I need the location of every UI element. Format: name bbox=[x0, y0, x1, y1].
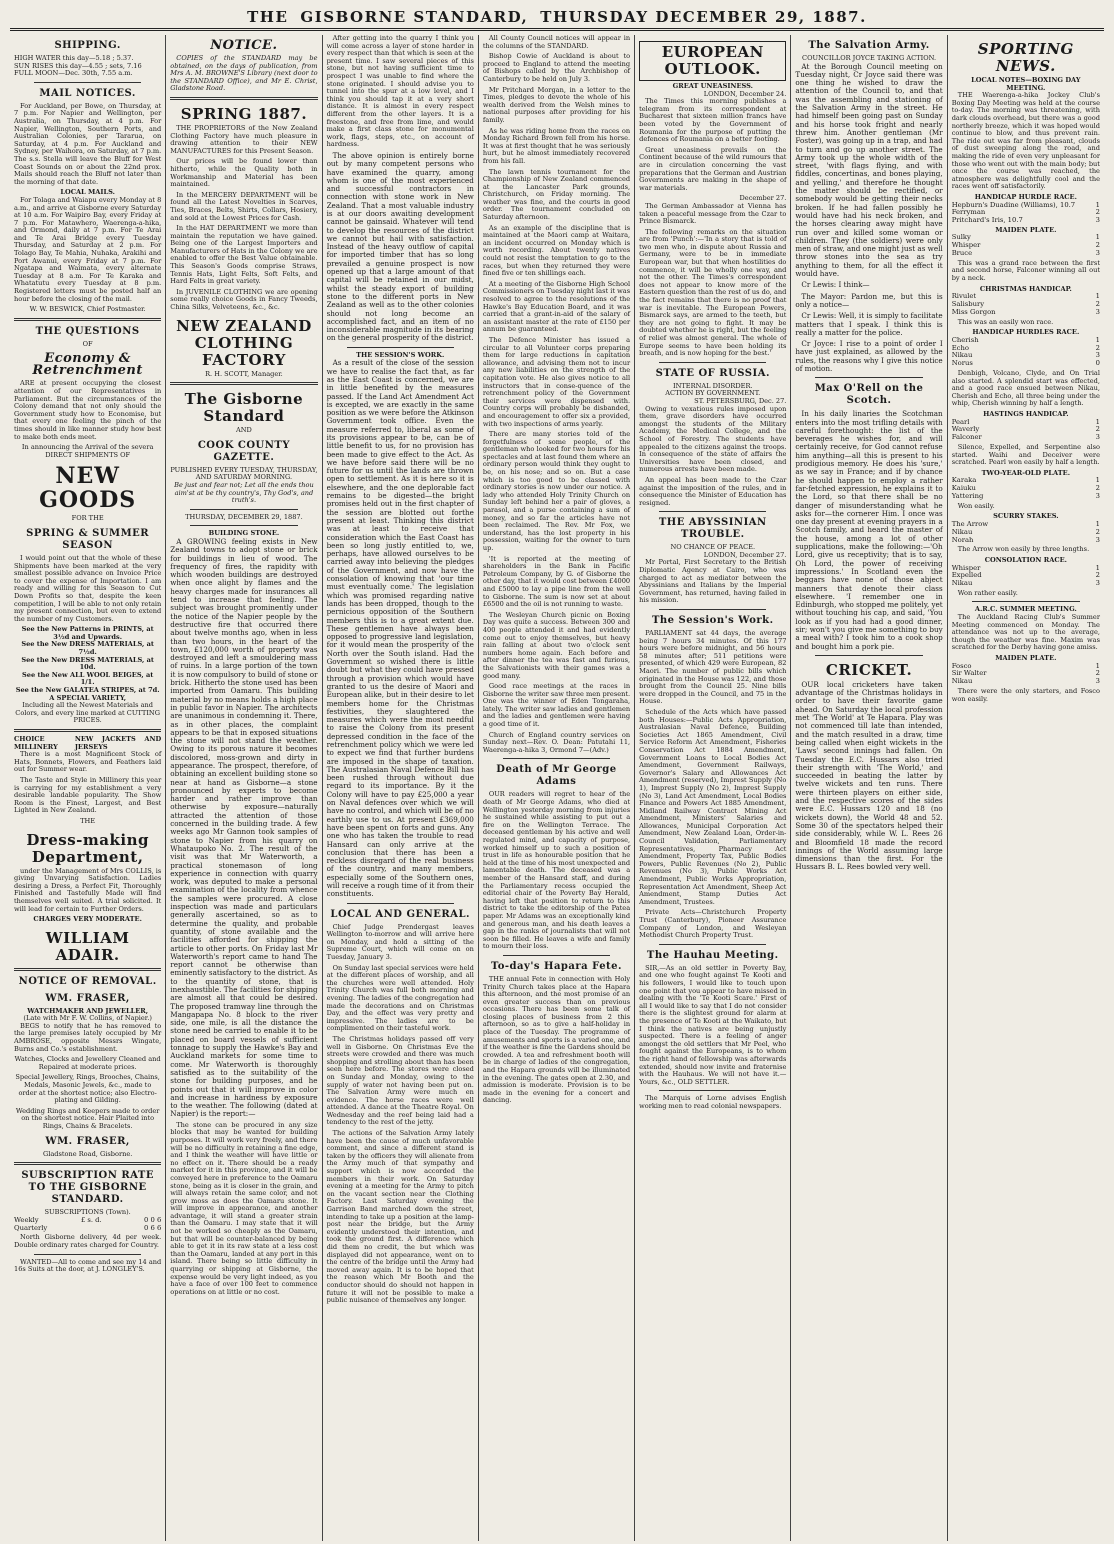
charges-line: CHARGES VERY MODERATE. bbox=[33, 915, 142, 924]
race-results bbox=[952, 202, 1100, 225]
local-item: Chief Judge Prendergast leaves Wellington to-morrow and will arrive here on Monday, and hold a sitting of the Supreme Court, which will come on on Tuesday, January 3. bbox=[326, 922, 474, 961]
stone-opinion: The above opinion is entirely borne out by many competent persons who have examined the quarry, among whom is one of the most experienced and successful contractors in connection with stone work in New Zealand. That a most valuable industry is at our doors awaiting development cannot be gainsaid. Whatever will tend to develop the resources of the district we cannot but hail with satisfaction. Instead of the heavy outflow of capital for imported timber that has so long prevailed a genuine prospect is now opened up that a large amount of that capital will be retained in our midst, whilst the steady export of building stone to the different ports in New Zealand as well as to the other colonies should not long become an accomplished fact, and an item of no inconsiderable magnitude in its bearing on the general prosperity of the district. bbox=[326, 150, 474, 343]
table-row: Ferryman 2 bbox=[951, 208, 1100, 217]
local-item: The actions of the Salvation Army lately have been the cause of much unfavorable comment, and since a different stand is taken by the officers they will alienate from the Army much of that sympathy and support which is now accorded the members in their work. On Saturday evening at a meeting for the Army to pitch on the vacant section near the Clothing Factory. Last Saturday evening the Garrison Band marched down the street, intending to take up a position at the lamp-post near the bridge, but the Army evidently understood their intention, and took the ground first. A difference which did them no credit, the but which was displayed did not appearance, went on to the centre of the bridge until the Army had moved away again. It is to be hoped that the reason which Mr Booth and the conductor should do should not happen in future it will not be possible to make a public nuisance of themselves any longer. bbox=[326, 1129, 474, 1305]
local-item: The lawn tennis tournament for the Championship of New Zealand commenced at the Lancaster Park grounds, Christchurch, on Friday morning. The weather was fine, and the courts in good order. The tournament concluded on Saturday afternoon. bbox=[482, 167, 631, 222]
race-heading: HANDICAP HURDLES RACE. bbox=[972, 328, 1080, 337]
dress-line: See the New DRESS MATERIALS, at 7½d. bbox=[21, 640, 154, 657]
wool-line: See the New ALL WOOL BEIGES, at 1/1. bbox=[22, 670, 154, 687]
local-item: Mr Pritchard Morgan, in a letter to the Times, pledges to devote the whole of his wealth derived from the Welsh mines to national purposes after providing for his family. bbox=[482, 85, 631, 124]
factory-text: In JUVENILE CLOTHING we are opening some really choice Goods in Fancy Tweeds, China Silks, Velveteens, &c., &c. bbox=[170, 287, 318, 312]
cricket-text: OUR local cricketers have taken advantage of the Christmas holidays in order to have their favorite game ahead. On Saturday the local profession met 'The World' at Te Hapara. Play was not commenced till late than intended, and the match resulted in a draw, time being called when eight wickets in the 'Laws' second innings had fallen. On Tuesday the E.C. Hussars also tried their strength with 'The World,' and succeeded in beating the latter by twelve wickets and ten runs. There were thirteen players on either side, and the respective scores of the sides were E.C. Hussars 120 and 18 (no wickets down), the World 48 and 52. Some 30 of the spectators helped their side considerably, while W. L. Rees 26 and Bloomfield 18 made the record innings of the World assuming large dimensions than the first. For the Hussars B. L. Rees bowled very well. bbox=[795, 679, 943, 872]
new-jackets: NEW JACKETS AND JERSEYS bbox=[74, 735, 162, 751]
session-article: As a result of the close of the session we have to realise the fact that, as far as the East Coast is concerned, we are in little benefited by the measures passed. If the Land Act Amendment Act is excepted, we are exactly in the same position as we were before the Atkinson Government took office. Even the measure referred to, liberal as some of its provisions appear to be, can be of little benefit to us, for no provision has been made to give effect to the Act. As we have before said there will be no future for us until the lands are thrown open to settlement. As it is here so it is elsewhere, and the one deplorable fact remains to be digested—the bright promises held out in the first chapter of the session are blotted out forthe present at least. Thinking this district was at least to receive that consideration which the East Coast has been so long justly entitled to, we, perhaps, have allowed ourselves to be carried away into believing the pledges of the Government, and now have the consolation of knowing that 'our time must eventually come.' The legislation which was promised regarding native lands has been dropped, though to the pernicious opposition of the Southern members this is to a great extent due. These gentlemen have always been opposed to progressive land legislation, for it would mean the prosperity of the North over the South island. Had the Government so wished there is little doubt but what they could have pressed through a provision which would have granted to us the desire of Maori and European alike, but in their desire to let members home for the Christmas festivities, they slaughtered the measures which were the most needful to raise the Colony from its present depressed condition in the face of the retrenchment policy which we were led to expect we find that further burdens are imposed in the shape of taxation. The Australasian Naval Defence Bill has been rushed through without due regard to its importance. By it the Colony will have to pay £25,000 a year on Naval defences over which we will have no control, and which will be of no earthly use to us. At present £369,000 have been spent on forts and guns. Any one who has taken the trouble to read Hansard can only arrive at the conclusion that there has been a reckless disregard of the real business of the country, and many members, especially some of the Southern ones, will receive a rough time of it from their constituents. bbox=[326, 358, 474, 899]
arc-heading: A.R.C. SUMMER MEETING. bbox=[974, 605, 1077, 614]
session-text: Schedule of the Acts which have passed both Houses:—Public Acts Appropriation, Australasian Naval Defence, Building Societies Act 1865 Amendment, Civil Service Reform Act Amendment, Fisheries Conservation Act 1884 Amendment, Government Loans to Local Bodies Act Amendment, Government Railways, Governor's Salary and Allowances Act Amendment (reserved), Imprest Supply (No 1), Imprest Supply (No 2), Imprest Supply (No 3), Land Act Amendment, Local Bodies Finance and Powers Act 1885 Amendment, Midland Railway Contract Mining Act Amendment, Ministers' Salaries and Allowances, Municipal Corporation Act Amendment, New Zealand Loan, Order-in-Council Validation, Parliamentary Representatives, Pharmacy Act Amendment, Property Tax, Public Bodies Powers, Public Revenues (No 2), Public Revenues (No 3), Public Works Act Amendment, Public Works Appropriation, Representation Act Amendment, Sheep Act Amendment, Stamp Duties Act Amendment, Trustees. bbox=[639, 707, 787, 906]
table-row: Sulky 1 bbox=[951, 233, 1100, 242]
hauhau-heading: The Hauhau Meeting. bbox=[646, 949, 779, 961]
hauhau-letter: SIR,—As an old settler in Poverty Bay, and one who fought against Te Kooti and his followers, I would like to touch upon one point that you appear to have missed in dealing with the 'Te Kooti Scare.' First of all I would like to say that I do not consider there is the slightest ground for alarm at the presence of Te Kooti at the Waikato, but I think the natives are being unjustly suspected. There is a feeling of anger amongst the old settlers that Mr Peel, who fought against the Europeans, is to whom the right hand of fellowship was afterwards extended, should now invite and fraternise with the Hauhaus. We will not have it.—Yours, &c., OLD SETTLER. bbox=[639, 963, 787, 1086]
mail-text: For Auckland, per Bowe, on Thursday, at 7 p.m. For Napier and Wellington, per Australia, on Thursday, at 4 p.m. For Napier, Wellington, Southern Ports, and Australian Colonies, per Tararua, on Saturday, at 4 p.m. For Auckland and Sydney, per Waihora, on Saturday, at 7 p.m. The s.s. Stella will leave the Bluff for West Coast Sounds on or about the 22nd prox. Mails should reach the Bluff not later than the morning of that date. bbox=[14, 101, 162, 186]
gladstone-line: Gladstone Road, Gisborne. bbox=[42, 1149, 133, 1158]
dateline: ST. PETERSBURG, Dec. 27. bbox=[694, 396, 787, 405]
race-note: Won rather easily. bbox=[957, 588, 1018, 597]
local-item: 'It is reported at the meeting of shareholders in the Bank in Pacific Petroleum Company, by G. of Gisborne the other day, that it would cost between £4000 and £5000 to lay a pipe line from the well to Gisborne. The sum is now set at about £6500 and the oil is not running to waste. bbox=[482, 554, 631, 609]
column-7 bbox=[948, 35, 1104, 1541]
race-results bbox=[952, 419, 1100, 442]
stone-report-cont: After getting into the quarry I think you will come across a layer of stone harder in every respect than that which is seen at the present time. I saw several pieces of this stone, but not having sufficient time to prospect I was unable to find where the stone originated. I should advise you to tunnel into the spur at a low level, and I think you should tap it at a very short distance. It is almost in every respect different from the other layers. It is a freestone, and free from lime, and would make a first class stone for monumental work, flags, steps, etc., on account of hardness. bbox=[326, 35, 474, 149]
subscription-terms: SUBSCRIPTIONS (Town). bbox=[44, 1208, 131, 1217]
table-row: Nikau 2 bbox=[951, 527, 1100, 536]
lorne-note: The Marquis of Lorne advises English working men to read colonial newspapers. bbox=[639, 1094, 787, 1110]
column-1 bbox=[10, 35, 166, 1541]
motto: Be just and fear not; Let all the ends thou aim'st at be thy country's, Thy God's, and truth's. bbox=[174, 481, 314, 505]
table-row: Cherish 1 bbox=[951, 335, 1100, 344]
table-row: Salisbury 2 bbox=[951, 300, 1100, 309]
table-row: Karaka 1 bbox=[951, 476, 1100, 485]
masthead-title: GISBORNE STANDARD, bbox=[300, 8, 529, 26]
race-results bbox=[952, 565, 1100, 588]
watchmaker-line: WATCHMAKER AND JEWELLER, bbox=[27, 1006, 149, 1015]
factory-text: THE PROPRIETORS of the New Zealand Clothing Factory have much pleasure in drawing attention to their NEW MANUFACTURES for this Present Season. bbox=[170, 123, 318, 155]
table-row: The Arrow 1 bbox=[951, 519, 1100, 528]
local-mails-text: For Tolaga and Waiapu every Monday at 8 a.m., and arrive at Gisborne every Saturday at 10 a.m. For Waipiro Bay, every Friday at 7 p.m. For Matawhero, Waerenga-a-hika, and Ormond, daily at 7 p.m. For Te Arai and Te Arai Bridge every Tuesday Thursday, and Saturday at 2 p.m. For Tolago Bay, Te Mahia, Nuhaka, Arakihi and Port Awanui, every Friday at 7 p.m. For Ngatapa and Waimata, every alternate Tuesday at 8 a.m. For Te Karaka and Whatatutu every Tuesday at 8 p.m. Registered letters must be posted half an hour before the closing of the mail. bbox=[14, 195, 162, 303]
choice-millinery: CHOICE MILLINERY bbox=[14, 735, 58, 751]
local-item: All County Council notices will appear in the columns of the STANDARD. bbox=[482, 35, 631, 50]
local-item: Good race meetings at the races in Gisborne the writer saw three men present. One was the winner of Eden Tongaraha, lately. The writer saw ladies and gentlemen and the ladies and gentlemen were having a good time of it. bbox=[482, 682, 631, 729]
sporting-text: THE Waerenga-a-hika Jockey Club's Boxing Day Meeting was held at the course to-day. The morning was threatening, with dark clouds overhead, but there was a good northerly breeze, which it was hoped would continue to blow, and thus prevent rain. The ride out was far from pleasant, clouds of dust sweeping along the road, and making the ride of even very unpleasant for those who went out with the main body; but once the course was reached, the atmosphere was delightfully cool and the races went off satisfactorily. bbox=[951, 91, 1100, 191]
fraser-heading: WM. FRASER, bbox=[45, 992, 130, 1004]
table-row: Waverly 2 bbox=[951, 425, 1100, 434]
local-item: As an example of the discipline that is maintained at the Maori camp at Waitara, an incident occurred on Monday which is worth recording. About twenty natives could not resist the temptation to go to the races, but when they returned they were fined five or ten shillings each. bbox=[482, 223, 631, 278]
wedding-text: Wedding Rings and Keepers made to order on the shortest notice. Hair Plaited into Rings, Chains & Bracelets. bbox=[15, 1106, 160, 1130]
uneasiness-subhead: GREAT UNEASINESS. bbox=[672, 82, 753, 90]
removal-heading: NOTICE OF REMOVAL. bbox=[18, 975, 157, 987]
local-notes-subhead: LOCAL NOTES—BOXING DAY MEETING. bbox=[971, 76, 1081, 92]
race-heading: MAIDEN PLATE. bbox=[995, 225, 1057, 234]
army-text: Cr Lewis: I think— bbox=[801, 280, 870, 290]
subscription-heading: SUBSCRIPTION RATE TO THE GISBORNE STANDARD. bbox=[21, 1170, 154, 1206]
outlook-text: The German Ambassador at Vienna has taken a peaceful message from the Czar to Prince Bismarck. bbox=[639, 201, 787, 226]
wanted-ad: WANTED—All to come and see my 14 and 16s Suits at the door, at J. LONGLEY'S. bbox=[14, 1257, 162, 1274]
local-item: The Wesleyan Church picnic on Boxing Day was quite a success. Between 300 and 400 people attended it and had evidently come out to enjoy themselves, but heavy rain falling at about two o'clock sent numbers home again. Each before and after dinner the tea was fast and furious, the Salvationists with their games was a good many. bbox=[482, 610, 631, 680]
race-note: This was a grand race between the first and second horse, Falconer winning all out by a neck. bbox=[951, 258, 1100, 283]
army-text: Cr Joyce: I rise to a point of order I have just explained, as allowed by the rules, the reasons why I give this notice of motion. bbox=[795, 339, 943, 373]
table-row: Norus 0 bbox=[951, 359, 1100, 368]
race-note: There were the only starters, and Fosco won easily. bbox=[951, 687, 1100, 703]
watches-text: Watches, Clocks and Jewellery Cleaned and Repaired at moderate prices. bbox=[14, 1055, 161, 1071]
column-4 bbox=[479, 35, 635, 1541]
local-item: On Sunday last special services were held at the different places of worship, and all the churches were well attended. Holy Trinity Church was full both morning and evening. The ladies of the congregation had made the decorations and on Christmas Day, and the effect was very pretty and impressive. The ladies are to be complimented on their tasteful work. bbox=[326, 963, 474, 1033]
race-note: Denbigh, Volcano, Clyde, and On Trial also started. A splendid start was effected, and a good race ensued between Nikau, Cherish and Echo, all three being under the whip, Cherish winning by half a length. bbox=[951, 369, 1100, 408]
table-row: Whisper 2 bbox=[951, 241, 1100, 250]
masthead bbox=[10, 6, 1104, 31]
table-row: Nikau 3 bbox=[951, 579, 1100, 588]
table-row: Pritchard's Iris, 10.7 3 bbox=[951, 216, 1100, 225]
dateline: LONDON, December 24. bbox=[703, 89, 787, 98]
nzcf-heading: NEW ZEALAND CLOTHING FACTORY bbox=[176, 316, 312, 369]
sporting-heading: SPORTING NEWS. bbox=[977, 40, 1074, 75]
table-row: Norah 3 bbox=[951, 535, 1100, 544]
table-row: Hepburn's Duadine (Williams), 10.7 1 bbox=[951, 200, 1100, 209]
dateline: December 27. bbox=[739, 194, 787, 203]
race-note: The Arrow won easily by three lengths. bbox=[957, 545, 1090, 554]
paper-subtitle: COOK COUNTY GAZETTE. bbox=[197, 439, 290, 463]
cricket-heading: CRICKET. bbox=[825, 660, 913, 679]
army-text: At the Borough Council meeting on Tuesday night, Cr Joyce said there was one thing he wished to draw the attention of the Council to, and that was the assembling and stationing of the Salvation Army in the street. He had himself been going past on Sunday and his horse took fright and nearly threw him. Another gentleman (Mr Foster), was going up in a trap, and had to turn and go up another street. The Army took up the whole width of the street, 'with flags flying, and with fiddles, concertinas, and bones playing, and yelling,' and therefore he thought the matter should be rectified, or somebody would be getting their necks broken. If he had fallen possibly he would have had his neck broken, and the horses clearing away might have run over and killed some woman or children. They (the soldiers) were only men of straw, and one might just as well throw stones into the sea as try anything to them, for all the effect it would have. bbox=[795, 61, 943, 279]
factory-text: In the HAT DEPARTMENT we more than maintain the reputation we have gained. Being one of the Largest Importers and Manufacturers of Hats in the Colony we are enabled to offer the Best Value obtainable. This Season's Goods comprise Straws, Tennis Hats, Light Felts, Soft Felts, and Hard Felts in great variety. bbox=[170, 224, 318, 286]
russia-heading: STATE OF RUSSIA. bbox=[655, 367, 770, 379]
max-orell-text: In his daily linaries the Scotchman enters into the most trifling details with careful forethought: the list of the beverages he wishes for, and will certainly receive, for God cannot refuse him anything—all this is present to his prodigious memory. He does his 'sure,' as we say in France; and if by chance he should happen to employ a rather far-fetched expression, he explains it to the Lord, so that there shall be no danger of misunderstanding what he asks for—the cornerer Him. I once was one day present at evening prayers in a Scotch family, and heard the master of the house, among a lot of other supplications, make the following:—'Oh Lord, give us receptivity; that is to say, Oh Lord, the power of receiving impressions.' In Scotland even the beggars have none of those abject manners that denote their class elsewhere. 'I remember one in Edinburgh, who stopped me politely, yet without touching his cap, and said, 'You look as if you had had a good dinner, sir; won't you give me something to buy a meal with? I took him to a cook shop and bought him a pork pie. bbox=[795, 409, 943, 651]
column-6 bbox=[791, 35, 947, 1541]
paper-and: AND bbox=[236, 426, 252, 435]
table-row: Echo 2 bbox=[951, 343, 1100, 352]
table-row: Expelled 2 bbox=[951, 571, 1100, 580]
table-row: Weekly £ s. d. 0 0 6 bbox=[14, 1215, 162, 1224]
stone-report: The stone can be procured in any size blocks that may be wanted for building purposes. It will work very freely, and there will be no difficulty in retaining a fine edge, and I think the weather will have little or no effect on it. There should be a ready market for it in this province, and it will be conveyed here in preference to the Oamaru stone, being as it is closer in the grain, and will always retain the same color, and not grow moss as does the Oamaru stone. It will improve in appearance, and another advantage, it will stand a greater strain than the Oamaru. I may state that it will not be worked so cheaply as the Oamaru, but that will be counter-balanced by being able to get it in its raw state at a less cost than the Oamaru, landed at any port in this island. There being so little difficulty in quarrying or shipping at Gisborne, the expense would be very light indeed, as you have a face of over 100 feet to commence operations on at little or no cost. bbox=[170, 1120, 318, 1296]
race-results bbox=[952, 663, 1100, 686]
race-heading: CONSOLATION RACE. bbox=[984, 555, 1067, 564]
abyssinian-heading: THE ABYSSINIAN TROUBLE. bbox=[658, 517, 767, 541]
mail-heading: MAIL NOTICES. bbox=[39, 87, 136, 99]
race-heading: HASTINGS HANDICAP. bbox=[983, 409, 1069, 418]
galatea-line: See the New GALATEA STRIPES, at 7d. bbox=[15, 686, 160, 695]
shipping-line: HIGH WATER this day—5.18 ; 5.37. bbox=[14, 54, 134, 62]
arc-text: The Auckland Racing Club's Summer Meeting commenced on Monday. The attendance was not up to the average, though the weather was fine. Maxim was scratched for the Derby having gone amiss. bbox=[951, 613, 1100, 652]
table-row: Sir Walter 2 bbox=[951, 669, 1100, 678]
race-note: Silence, Expelled, and Serpentine also started. Waihi and Deceiver were scratched. Pearl won easily by half a length. bbox=[951, 442, 1100, 467]
fraser-signature: WM. FRASER, bbox=[45, 1135, 130, 1147]
hapara-article: THE annual Fete in connection with Holy Trinity Church takes place at the Hapara this afternoon, and the most promise of an even greater success than on previous occasions. There has been some talk of closing places of business from 2 this afternoon, so as to give a half-holiday in place of the Tuesday. The programme of amusements and sports is a varied one, and if the weather is fine the Gardens should be crowded. A tea and refreshment booth will be in charge of ladies of the congregation, and the Hapara grounds will be illuminated in the evening. The gates open at 2.30, and admission is moderate. Provision is to be made in the evening for a concert and dancing. bbox=[482, 974, 631, 1105]
dress-line: See the New DRESS MATERIALS, at 10d. bbox=[21, 655, 154, 672]
dateline: THURSDAY, DECEMBER 29, 1887. bbox=[185, 512, 303, 521]
table-row: Pearl 1 bbox=[951, 417, 1100, 426]
stone-heading: BUILDING STONE. bbox=[208, 529, 280, 538]
spring-text: I would point out that the whole of these Shipments have been marked at the very smallest possible advance on Invoice Price to cover the expense of Importation. I am ready and willing for this Season to Cut Down Profits so that, despite the keen competition, I will be able to not only retain my present connection, but even to extend the number of my Customers. bbox=[14, 553, 162, 623]
russia-subhead: INTERNAL DISORDER. bbox=[673, 381, 753, 390]
table-row: Falconer 3 bbox=[951, 433, 1100, 442]
table-row: Kaiuku 2 bbox=[951, 484, 1100, 493]
special-text: Including all the Newest Materials and Colors, and every line marked at CUTTING PRICES. bbox=[15, 701, 160, 725]
column-5 bbox=[635, 35, 791, 1541]
subscription-table bbox=[14, 1217, 161, 1233]
army-heading: The Salvation Army. bbox=[808, 40, 930, 51]
session-text: Private Acts—Christchurch Property Trust (Canterbury), Pioneer Assurance Company of London, and Wesleyan Methodist Church Property Trust. bbox=[639, 908, 787, 940]
outlook-heading: EUROPEAN OUTLOOK. bbox=[639, 41, 786, 81]
shipping-line: SUN RISES this day—4.55 ; sets, 7.16 bbox=[14, 61, 142, 70]
table-row: Bruce 3 bbox=[951, 249, 1100, 258]
outlook-text: The Times this morning publishes a telegram from its correspondent at Bucharest that sixteen million francs have been voted by the Government of Roumania for the purpose of putting the defences of Roumania on a better footing. bbox=[639, 97, 787, 144]
millinery-heading-row bbox=[14, 736, 161, 751]
russia-text: An appeal has been made to the Czar against the imposition of the rules, and in consequence the Minister of Education has resigned. bbox=[639, 475, 787, 507]
outlook-text: The following remarks on the situation are from 'Punch':—'In a story that is told of two men who, in dispute about Russia and Germany, were to be in immediate European war, but that when hostilities do commence, it will be wholly one way, and not the other. The Times's correspondent does not appear to know more of the Eastern question than the rest of us do, and the fact remains that there is no proof that war is inevitable. The European Powers, Bismarck says, are armed to the teeth, but they are not going to fight. It may be doubted whether he is right, but the feeling of relief was almost general. The whole of Europe seems to have been holding its breath, and is now hoping for the best.' bbox=[639, 227, 787, 358]
jewellery-text: Special Jewellery, Rings, Brooches, Chains, Medals, Masonic Jewels, &c., made to order at the shortest notice; also Electro-plating and Gilding. bbox=[15, 1073, 160, 1105]
dressmaking-heading: Dress-making Department, bbox=[26, 830, 149, 866]
race-results bbox=[952, 234, 1100, 257]
death-article: OUR readers will regret to hear of the death of Mr George Adams, who died at Wellington yesterday morning from injuries he sustained while assisting to put out a fire on the Wellington Terrace. The deceased gentleman by his active and well regulated mind, and capacity of purpose, worked himself up to such a position of trust in life as honourable position that he held at the time of his most unexpected and lamentable death. The deceased was a member of the Hansard staff, and during the Parliamentary recess occupied the editorial chair of the Poverty Bay Herald, having left that position to return to this district to take the editorship of the Patea paper. Mr Adams was an exceptionally kind and generous man, and his death leaves a gap in the ranks of journalists that will not soon be filled. He leaves a wife and family to mourn their loss. bbox=[482, 790, 631, 951]
subscription-note: North Gisborne delivery, 4d per week. Double ordinary rates charged for Country. bbox=[14, 1233, 162, 1249]
announcing-text: In announcing the Arrival of the severa DIRECT SHIPMENTS OF bbox=[21, 443, 154, 459]
notice-heading: NOTICE. bbox=[210, 38, 278, 53]
column-2 bbox=[166, 35, 322, 1541]
local-item: As he was riding home from the races on Monday Richard Brown fell from his horse. It was at first thought that he was seriously hurt, but he almost immediately recovered from his fall. bbox=[482, 126, 631, 165]
hapara-heading: To-day's Hapara Fete. bbox=[490, 960, 623, 972]
special-heading: A SPECIAL VARIETY, bbox=[49, 693, 127, 702]
taste-text: The Taste and Style in Millinery this year is carrying for my establishment a very desirable landable popularity. The Show Room is the Finest, Largest, and Best Lighted in New Zealand. bbox=[14, 775, 162, 815]
race-heading: SCURRY STAKES. bbox=[993, 512, 1059, 521]
table-row: Rivulet 1 bbox=[951, 292, 1100, 301]
economy-heading: Economy & Retrenchment bbox=[32, 351, 143, 379]
race-results bbox=[952, 477, 1100, 500]
late-line: (Late with Mr F. W. Collins, of Napier.) bbox=[23, 1014, 152, 1023]
local-item: The Defence Minister has issued a circular to all Volunteer corps preparing them for large reductions in capitation allowance, and advising them not to incur any new liabilities on the strength of the capitation vote. He also gives notice to all instructors that in conse-quence of the retrenchment policy of the Government their services were dispensed with. Country corps will probably be disbanded, and encouragement to offer six a provided, with two inspections of arms yearly. bbox=[482, 335, 631, 428]
postmaster: W. W. BESWICK, Chief Postmaster. bbox=[29, 305, 146, 314]
factory-text: In the MERCERY DEPARTMENT will be found all the Latest Novelties in Scarves, Ties, Braces, Belts, Shirts, Collars, Hosiery, and sold at the Lowest Prices for Cash. bbox=[170, 190, 318, 222]
table-row: Quarterly 0 6 6 bbox=[14, 1223, 162, 1232]
masthead-left: THE bbox=[247, 8, 289, 26]
race-results bbox=[952, 293, 1100, 316]
army-subhead: COUNCILLOR JOYCE TAKING ACTION. bbox=[802, 54, 937, 62]
russia-subhead: ACTION BY GOVERNMENT. bbox=[665, 389, 761, 398]
published-line: PUBLISHED EVERY TUESDAY, THURSDAY, AND SATURDAY MORNING. bbox=[170, 465, 318, 482]
army-text: Cr Lewis: Well, it is simply to facilitate matters that I speak. I think this is really a matter for the police. bbox=[795, 311, 943, 337]
manager-line: R. H. SCOTT, Manager. bbox=[205, 369, 283, 378]
race-note: This was an easily won race. bbox=[957, 317, 1054, 326]
local-general-heading: LOCAL AND GENERAL. bbox=[330, 908, 470, 920]
race-note: Won easily. bbox=[957, 501, 995, 510]
max-orell-heading: Max O'Rell on the Scotch. bbox=[814, 383, 924, 407]
abyssinian-subhead: NO CHANCE OF PEACE. bbox=[670, 543, 756, 552]
shipping-line: FULL MOON—Dec. 30th, 7.55 a.m. bbox=[14, 69, 133, 78]
notice-text: COPIES of the STANDARD may be obtained, on the days of publication, from Mrs A. M. BROWNE'S Library (next door to the STANDARD Office), and Mr E. Christ, Gladstone Road. bbox=[170, 54, 318, 93]
session-work-heading: The Session's Work. bbox=[651, 615, 774, 627]
factory-text: Our prices will be found lower than hitherto, while the Quality both in Workmanship and Material has been maintained. bbox=[170, 157, 318, 189]
session-text: PARLIAMENT sat 44 days, the average being 7 hours 34 minutes. Of this 177 hours were before midnight, and 56 hours 58 minutes after; 511 petitions were presented, of which 429 were European, 82 Maori. The number of public bills which originated in the House was 122, and those brought from the Council 25. Nine bills were dropped in the Council, and 75 in the House. bbox=[639, 629, 787, 706]
table-row: Whisper 1 bbox=[951, 563, 1100, 572]
spring-heading: SPRING & SUMMER SEASON bbox=[26, 527, 150, 551]
session-heading: THE SESSION'S WORK. bbox=[356, 350, 445, 359]
the-label: THE bbox=[80, 816, 96, 825]
paper-title: The Gisborne Standard bbox=[184, 390, 304, 426]
dateline: LONDON, December 27. bbox=[703, 550, 787, 559]
race-heading: HANDICAP HURDLE RACE. bbox=[974, 192, 1077, 201]
dressmaking-text: under the Management of Mrs COLLIS, is giving Unvarying Satisfaction. Ladies desiring a Dress, a Perfect Fit, Thoroughly Finished and Tastefully Made will find themselves well suited. A trial solicited. It will lead for certain to Further Orders. bbox=[14, 866, 162, 913]
masthead-date: THURSDAY DECEMBER 29, 1887. bbox=[540, 8, 867, 26]
economy-text: ARE at present occupying the closest attention of our Representatives in Parliament. But the circumstances of the Colony demand that not only should the Government study how to Economise, but that every one feeling the pinch of the times should in like manner study how best to make both ends meet. bbox=[14, 379, 162, 441]
new-goods-heading: NEW GOODS bbox=[39, 463, 137, 514]
table-row: Nikau 3 bbox=[951, 351, 1100, 360]
for-the-label: FOR THE bbox=[71, 514, 104, 523]
race-results bbox=[952, 521, 1100, 544]
army-text: The Mayor: Pardon me, but this is only a notice— bbox=[795, 291, 943, 309]
race-heading: TWO-YEAR-OLD PLATE. bbox=[981, 468, 1070, 477]
local-item: At a meeting of the Gisborne High School Commissioners on Tuesday night last it was resolved to agree to the resolutions of the Hawke's Bay Education Board, and it was carried that a grant-in-aid of the salary of an assistant master at the rate of £150 per annum be guaranteed. bbox=[482, 279, 631, 334]
abyssinian-text: Mr Portal, First Secretary to the British Diplomatic Agency at Cairo, who was charged to act as mediator between the Abyssinians and Italians by the Imperial Government, has returned, having failed in his mission. bbox=[639, 558, 787, 605]
local-item: Bishop Cowie of Auckland is about to proceed to England to attend the meeting of Bishops called by the Archbishop of Canterbury to be held on July 3. bbox=[482, 52, 631, 83]
local-item: Church of England country services on Sunday next—Rev. O. Dean: Patutahi 11, Waerenga-a-hika 3, Ormond 7—(Adv.) bbox=[482, 730, 631, 754]
of-label: OF bbox=[82, 339, 93, 348]
shipping-heading: SHIPPING. bbox=[54, 40, 121, 51]
table-row: Nikau 3 bbox=[951, 677, 1100, 686]
millinery-text: There is a most Magnificent Stock of Hats, Bonnets, Flowers, and Feathers laid out for Summer wear. bbox=[14, 750, 162, 774]
table-row: Miss Gorgon 3 bbox=[951, 307, 1100, 316]
local-mails-heading: LOCAL MAILS. bbox=[60, 188, 115, 197]
table-row: Yattering 3 bbox=[951, 491, 1100, 500]
column-3 bbox=[323, 35, 479, 1541]
death-heading: Death of Mr George Adams bbox=[496, 764, 617, 788]
stone-article: A GROWING feeling exists in New Zealand towns to adopt stone or brick for buildings in lieu of wood. The frequency of fires, the rapidity with which wooden buildings are destroyed when once alight by flames and the heavy charges made for insurances all tend to increase that feeling. The subject was brought prominently under the notice of the Napier people by the destructive fire that occurred there about twelve months ago, when in less than two hours, in the heart of the town, £120,000 worth of property was destroyed and left a smouldering mass of ruins. In a large portion of the town it is now compulsory to build of stone or brick. Hitherto the stone used has been imported from Oamaru. This building material by no means holds a high place in public favor in Napier. The architects are unanimous in condemning it. There, as in other places, the complaint appears to be that in exposed situations the stone will not stand the weather. Owing to its porous nature it becomes discolored, moss-grown and dirty in appearance. The prospect, therefore, of obtaining an excellent building stone so near at hand as Gisborne—a stone pronounced by experts to become harder and rather improve than otherwise by exposure—naturally attracted the attention of those concerned in the building trade. A few weeks ago Mr Gannon took samples of stone to Napier from his quarry on Whataupoko No. 2. The result of the visit was that Mr Waterworth, a practical stonemason of long experience in connection with quarry work, was deputed to make a personal examination of the locality from whence the samples were procured. A close inspection was made and particulars generally ascertained, so as to determine the quality, and probable quantity, of stone available and the facilities afforded for shipping the article to other ports. On Friday last Mr Waterworth's report came to hand The report cannot be otherwise than eminently satisfactory to the district. As to the quantity of stone, that is inexhaustible. The facilities for shipping are almost all that could be desired. The proposed tramway line through the Mangapapa No. 8 block to the river side, one mile, is all the distance the stone need be carried to enable it to be placed on board vessels of sufficient tonnage to supply the Hawke's Bay and Auckland markets for some time to come. Mr Waterworth is thoroughly satisfied as to the suitability of the stone for building purposes, and he points out that it will improve in color and increase in hardness by exposure to the weather. The following (dated at Napier) is the report:— bbox=[170, 536, 318, 1119]
fraser-text: BEGS to notify that he has removed to the large premises lately occupied by Mr AMBROSE, opposite Messrs Wingate, Burns and Co.'s establishment. bbox=[14, 1021, 162, 1053]
spring-1887-heading: SPRING 1887. bbox=[180, 104, 308, 123]
table-row: Fosco 1 bbox=[951, 661, 1100, 670]
russia-text: Owing to vexatious rules imposed upon them, grave disorders have occurred amongst the students of the Military Academy, the Medical College, and the School of Forestry. The students have appealed to the citizens against the troops. In consequence of the state of affairs the Universities have been closed, and numerous arrests have been made. bbox=[639, 404, 787, 474]
race-results bbox=[952, 337, 1100, 368]
local-item: The Christmas holidays passed off very well in Gisborne. On Christmas Eve the streets were crowded and there was much shopping and strolling about than has been seen here before. The stores were closed on Sunday and Monday, owing to the supply of water not having been put on. The Salvation Army were much en evidence. The horse races were well attended. A dance at the Theatre Royal. On Wednesday and the reef being laid had a tendency to the rest of the jetty. bbox=[326, 1034, 474, 1127]
outlook-text: Great uneasiness prevails on the Continent because of the wild rumours that are in circulation concerning the vast preparations that the German and Austrian Governments are making in the shape of war materials. bbox=[639, 145, 787, 192]
adair-heading: WILLIAM ADAIR. bbox=[45, 928, 130, 964]
race-heading: MAIDEN PLATE. bbox=[995, 654, 1057, 663]
questions-heading: THE QUESTIONS bbox=[35, 325, 140, 337]
prints-line: See the New Patterns in PRINTS, at 3½d and Upwards. bbox=[21, 625, 154, 641]
race-heading: CHRISTMAS HANDICAP. bbox=[979, 284, 1072, 293]
local-item: There are many stories told of the forgetfulness of some people, of the gentleman who looked for two hours for his spectacles and at last found them where an ordinary person would think they ought to be, on his nose; and so on. But a case which is too good to be classed with ordinary stories is now under our notice. A lady who attended Holy Trinity Church on Sunday left behind her a pair of gloves, a parasol, and a purse containing a sum of money, and so far the articles have not been reclaimed. The Rev. Mr Fox, we understand, has the lost property in his possession, waiting for the owner to turn up. bbox=[482, 430, 631, 552]
